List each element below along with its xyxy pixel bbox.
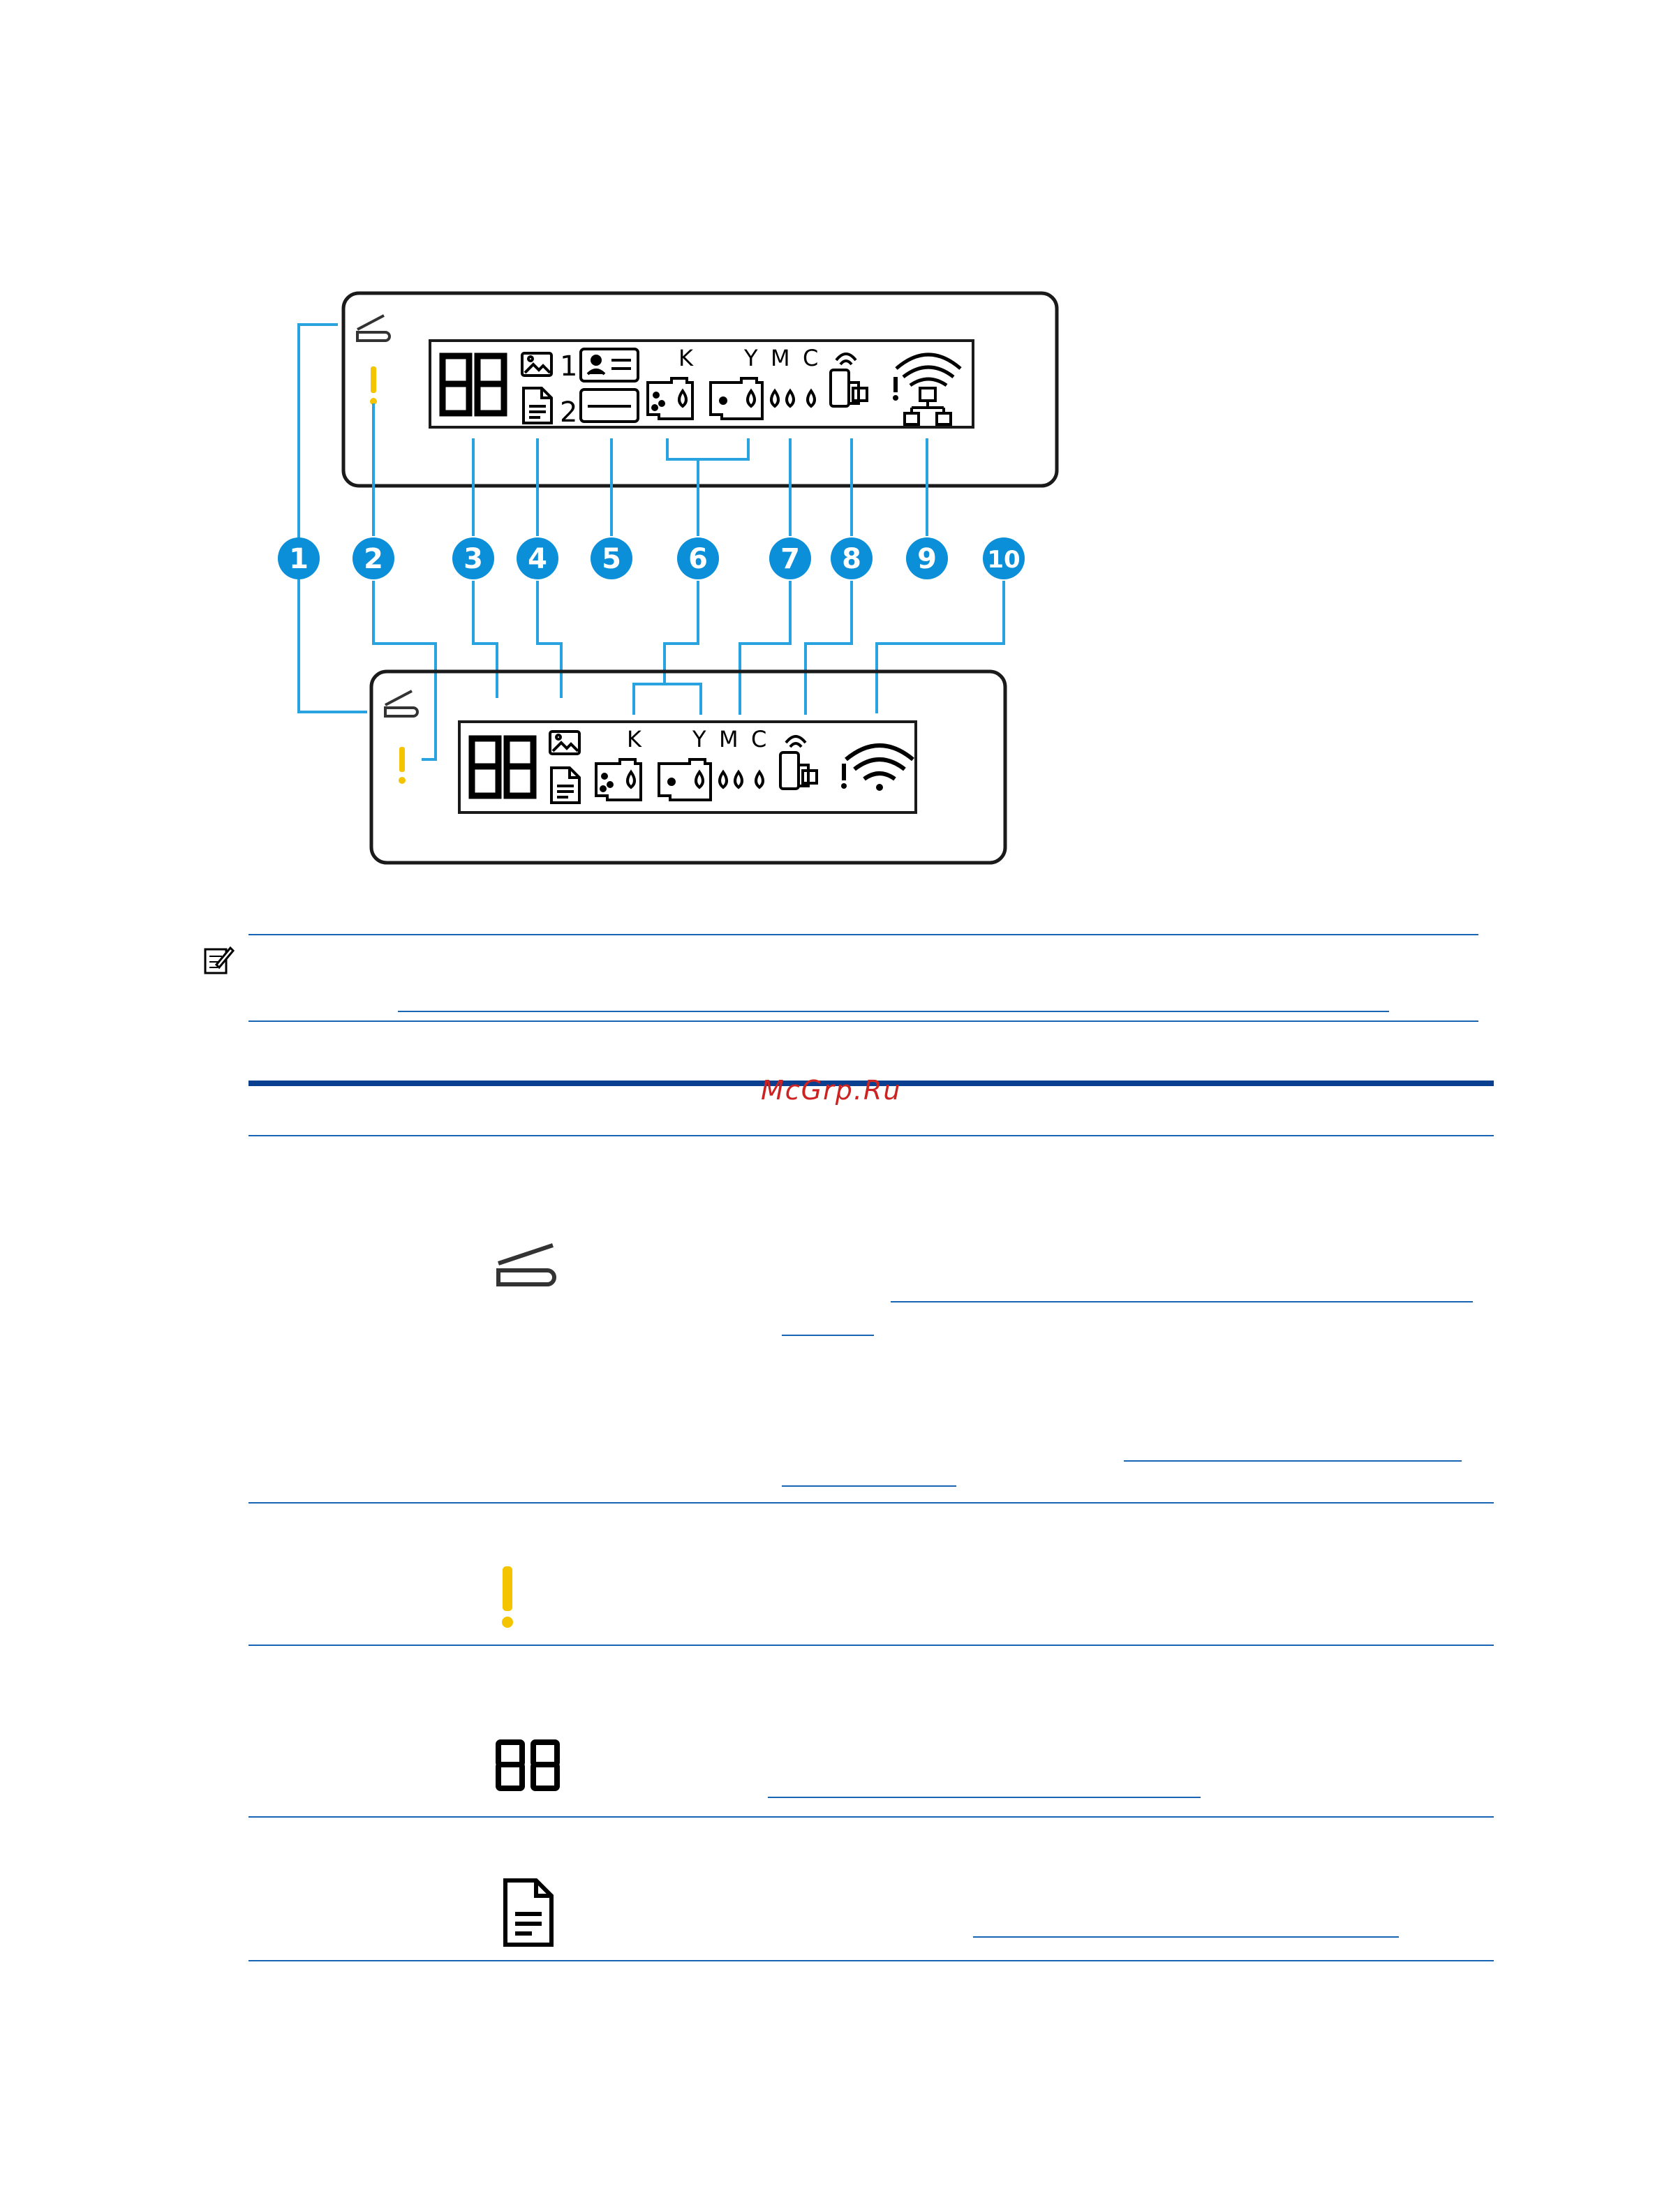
row4-link-underline[interactable] [973,1936,1399,1938]
segment-display-icon [443,356,504,413]
callout-10 [983,537,1025,579]
svg-text:7: 7 [780,543,800,575]
scan-icon [489,1242,558,1298]
segment-display-icon [494,1738,564,1794]
note-bottom-rule [248,1020,1478,1022]
black-cartridge-icon [659,759,711,800]
id-card-back-icon [581,389,638,422]
black-cartridge-icon [711,378,762,419]
wifi-icon [846,745,913,779]
bottom-control-panel [371,671,1005,863]
copy-number-1: 1 [560,350,578,383]
callout-9 [906,537,948,579]
callout-6 [677,537,719,579]
ink-drop-icons [720,772,763,787]
table-row [497,1561,518,1631]
table-row [489,1242,558,1298]
ink-black-label: K [627,726,641,752]
ink-cyan-label: C [751,726,767,752]
tricolor-cartridge-icon [596,759,641,800]
note-link-underline[interactable] [398,1011,1389,1012]
photo-icon [550,732,579,754]
svg-text:1: 1 [289,543,309,575]
top-lcd-screen [430,341,973,427]
callout-5 [591,537,632,579]
note-top-rule [248,934,1478,935]
svg-text:3: 3 [463,543,483,575]
ink-magenta-label: M [719,726,739,752]
document-icon [500,1876,558,1949]
svg-text:5: 5 [602,543,621,575]
photo-icon [522,353,551,376]
tricolor-cartridge-icon [648,378,692,419]
svg-text:8: 8 [842,543,861,575]
ink-black-label: K [678,345,693,371]
table-row-rule [248,1502,1494,1504]
note-icon [202,944,235,976]
ink-cyan-label: C [803,345,819,371]
wifi-direct-icon [831,354,867,406]
callout-1 [278,537,320,579]
table-row-rule [248,1816,1494,1818]
table-row-rule [248,1645,1494,1646]
segment-display-icon [472,738,533,796]
copy-number-2: 2 [560,396,578,429]
ethernet-icon [905,388,951,424]
control-panel-diagram [0,0,1662,907]
row1-link-underline-1[interactable] [891,1301,1473,1302]
table-row [500,1876,558,1949]
ink-magenta-label: M [771,345,790,371]
row1-link-underline-4[interactable] [782,1485,956,1487]
callout-2 [353,537,394,579]
document-icon [524,388,551,423]
callout-7 [769,537,811,579]
svg-text:10: 10 [987,546,1021,574]
attention-icon [370,366,377,405]
table-row [494,1738,564,1794]
svg-text:6: 6 [688,543,708,575]
callout-8 [831,537,873,579]
attention-wireless-icon [893,377,898,401]
ink-drop-icons [771,391,815,406]
wifi-icon [896,355,960,385]
top-control-panel [343,293,1057,486]
callout-3 [452,537,494,579]
ink-yellow-label: Y [692,726,706,752]
svg-text:2: 2 [364,543,383,575]
table-header-bottom-rule [248,1135,1494,1136]
attention-icon [399,747,406,784]
svg-text:4: 4 [528,543,547,575]
watermark: McGrp.Ru [761,1075,902,1106]
row1-link-underline-3[interactable] [1124,1460,1462,1462]
callout-4 [517,537,558,579]
id-card-icon [581,349,638,381]
svg-text:9: 9 [917,543,937,575]
attention-icon [497,1561,518,1631]
wifi-direct-icon [780,736,817,789]
wifi-dot [876,784,883,791]
table-bottom-rule [248,1960,1494,1961]
row3-link-underline[interactable] [768,1797,1201,1798]
document-icon [551,768,579,803]
scan-icon [357,316,389,341]
ink-yellow-label: Y [744,345,758,371]
attention-wireless-icon [841,764,847,789]
scan-icon [385,691,417,716]
row1-link-underline-2[interactable] [782,1335,874,1336]
